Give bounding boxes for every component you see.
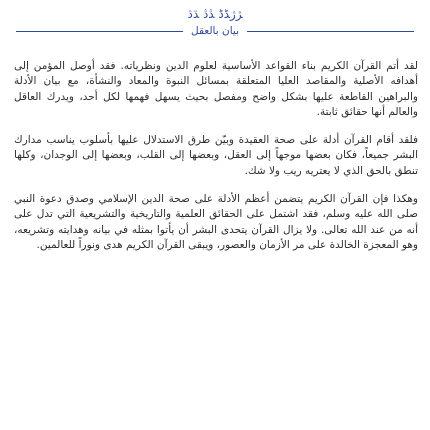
- subtitle-rule-left: [16, 31, 183, 32]
- subtitle-row: [8, 23, 422, 39]
- body-text: [8, 59, 422, 253]
- subtitle-rule-right: [247, 31, 414, 32]
- paragraph-3: وهكذا فإن القرآن الكريم يتضمن أعظم الأدلة على صحة الدين الإسلامي وصدق دعوة النبي صلى الله عليه وسلم، فقد اشتمل على الحقائق العلمية والتاريخية والتشريعية التي تدل على أنه من عند الله تعالى. ولا يزال القرآن يتحدى البشر أن يأتوا بمثله في بيانه وهدايته وتشريعه، وهو المعجزة الخالدة على مر الأزمان والعصور، ويبقى القرآن الكريم هدى ونوراً للعالمين.: [14, 193, 418, 251]
- paragraph-1: لقد أتم القرآن الكريم بناء القواعد الأساسية لعلوم الدين ونظرياته. فقد أوصل المؤمن إلى أهدافه الأصلية والمقاصد العليا المتعلقة بمسائل النبوة والمعاد والنشأة، مع بيان الأدلة والبراهين القاطعة عليها بشكل واضح ومفصل بحيث يسهل فهمها لكل أحد، ويدرك العاقل والعالم أنها حقائق ثابتة.: [14, 60, 418, 118]
- header-ornament: ﮋﮊﮉﮈ ﮇﮆ ﮅﮄ: [187, 7, 243, 21]
- section-subtitle: بيان بالعقل: [191, 25, 239, 37]
- paragraph-2: فلقد أقام القرآن أدلة على صحة العقيدة وبيّن طرق الاستدلال عليها بأسلوب يناسب مدارك البشر جميعاً، فكان بعضها موجهاً إلى العقل، وبعضها إلى القلب، وبعضها إلى الوجدان، وكلها تنطق بالحق الذي لا يعتريه ريب ولا شك.: [14, 134, 418, 177]
